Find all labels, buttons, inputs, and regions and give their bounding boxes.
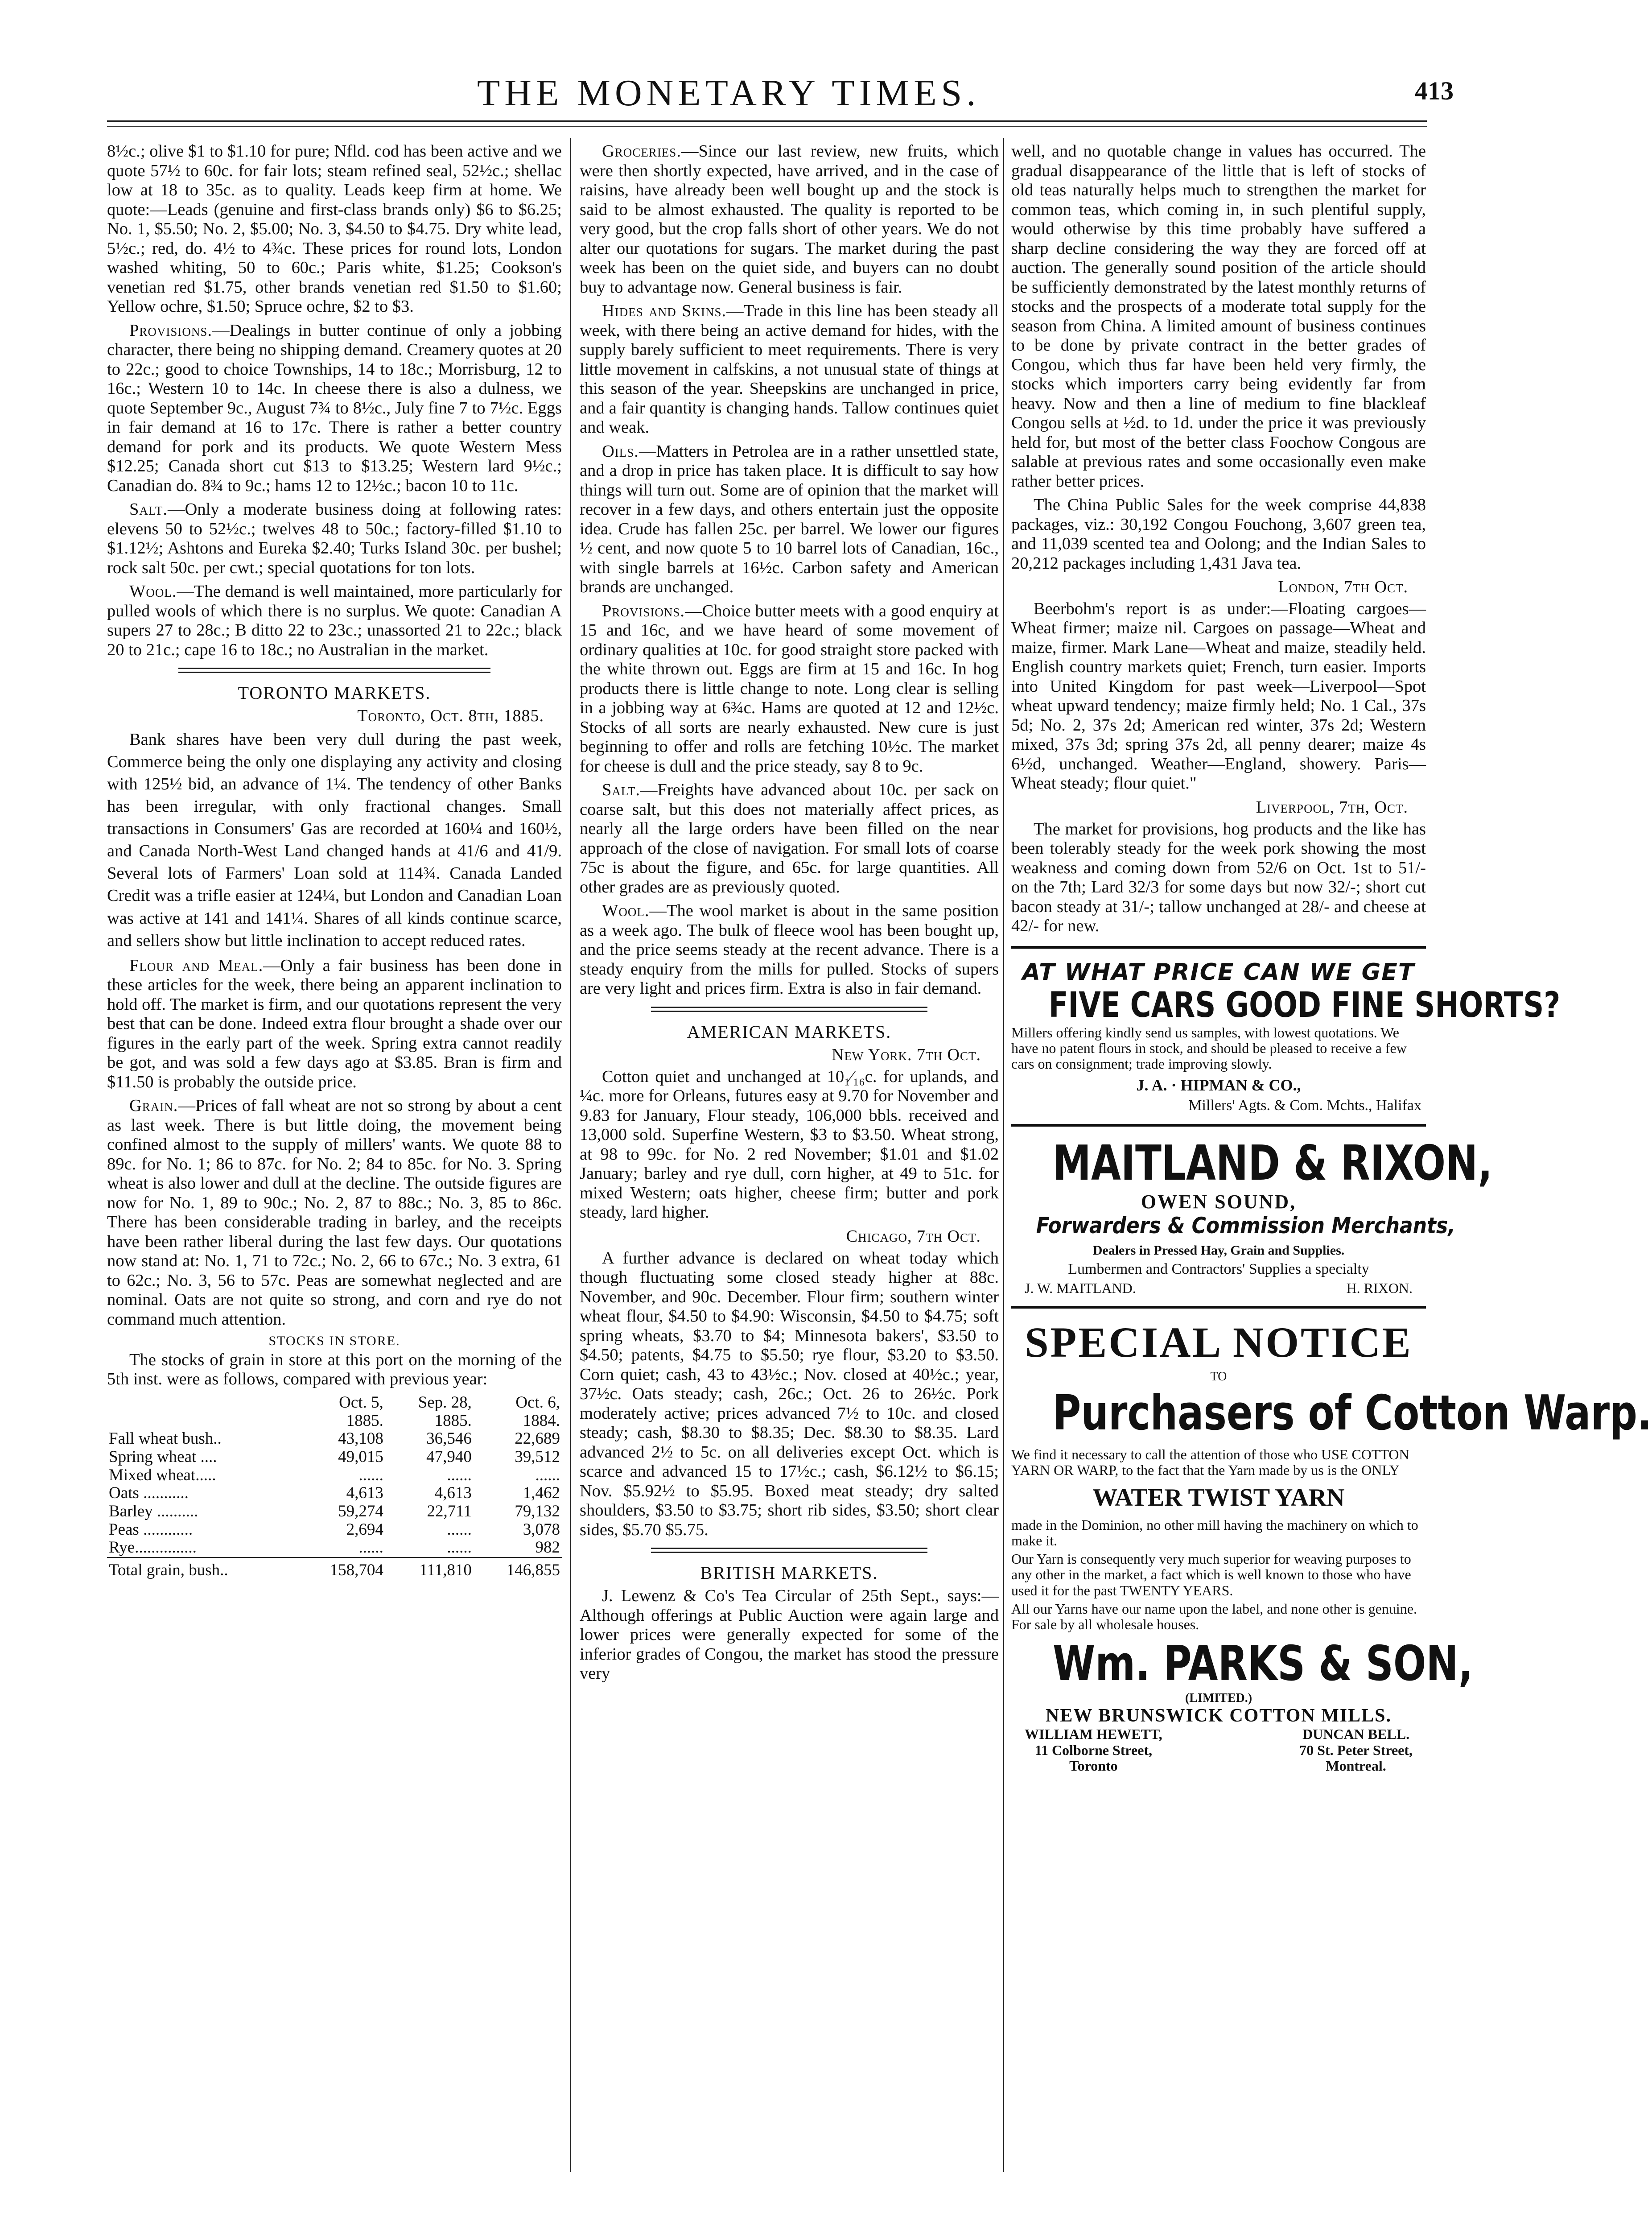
table-cell: 22,689: [515, 1429, 560, 1448]
paragraph-london: Beerbohm's report is as under:—Floating cargoes—Wheat firmer; maize nil. Cargoes on passage—Wheat and maize, firmer. Mark Lane—Wheat and maize, steadily held. English country markets quiet; French, turn easier. Imports into United Kingdom for past week—Liverpool—Spot wheat upward tendency; maize firmly held; No. 1 Cal., 37s 5d; No. 2, 37s 2d; American red winter, 37s 2d; Western mixed, 37s 3d; spring 37s 2d, all penny dearer; maize 4s 6½d, unchanged. Weather—England, showery. Paris—Wheat steady; flour quiet.": [1011, 599, 1426, 793]
london-dateline: London, 7th Oct.: [1278, 578, 1408, 596]
table-header-cell: 1884.: [523, 1411, 560, 1430]
table-cell: ......: [358, 1466, 383, 1484]
table-header-cell: [107, 1394, 297, 1412]
paragraph-china-sales: The China Public Sales for the week comprise 44,838 packages, viz.: 30,192 Congou Fouchong, 3,607 green tea, and 11,039 scented tea and Oolong; and the Indian Sales to 20,212 packages including 1,431 Java tea.: [1011, 496, 1426, 573]
paragraph-groceries: [580, 142, 999, 297]
section-label: Grain.: [129, 1096, 178, 1115]
advert-supplies: Lumbermen and Contractors' Supplies a specialty: [1068, 1260, 1369, 1277]
advert-company-name: MAITLAND & RIXON,: [1053, 1136, 1493, 1192]
advert-intro: We find it necessary to call the attention of those who USE COTTON YARN OR WARP, to the fact that the Yarn made by us is the ONLY: [1011, 1446, 1409, 1478]
advert-partners: [1011, 1280, 1426, 1296]
section-body: —Only a fair business has been done in these articles for the week, there being an apparent inclination to hold off. The market is firm, and our quotations represent the very best that can be done. Indeed extra flour brought a shade over our figures in the early part of the week. Spring extra cannot readily be got, and was sold a few days ago at $3.85. Bran is firm and $11.50 is probably the outside price.: [107, 956, 562, 1091]
table-cell: 146,855: [474, 1557, 562, 1580]
paragraph-tea-continued: well, and no quotable change in values has occurred. The gradual disappearance of the little that is left of stocks of old teas naturally helps much to strengthen the market for common teas, which coming in, in such plentiful supply, would otherwise by this time probably have suffered a sharp decline considering the way they are forced off at auction. The generally sound position of the article should be sufficiently demonstrated by the latest monthly returns of stocks and the prospects of a moderate total supply for the season from China. A limited amount of business continues to be done by private contract in the better grades of Congou, which thus far have been held very firmly, the stocks which importers carry being evidently far from heavy. Now and then a line of medium to fine blackleaf Congou sells at ½d. to 1d. under the price it was previously held for, but most of the better class Foochow Congous are salable at previous rates and some occasionally even make rather better prices.: [1011, 142, 1426, 491]
table-header-cell: Oct. 6,: [515, 1393, 560, 1412]
new-york-dateline: New York. 7th Oct.: [832, 1045, 981, 1064]
table-row: [107, 1521, 562, 1539]
paragraph-hides: [580, 301, 999, 438]
heading-toronto-markets: TORONTO MARKETS.: [238, 683, 431, 703]
paragraph-new-york: Cotton quiet and unchanged at 10₁⁄₁₆c. for uplands, and ¼c. more for Orleans, futures easy at 9.70 for November and 9.83 for January, Flour steady, 106,000 bbls. received and 13,000 sold. Superfine Western, $3 to $3.50. Wheat strong, at 98 to 99c. for No. 2 red November; $1.01 and $1.02 January; barley and rye dull, corn higher, at 49 to 51c. for mixed Western; oats higher, cheese firm; butter and pork steady, lard higher.: [580, 1067, 999, 1222]
table-cell: 2,694: [346, 1520, 383, 1539]
table-cell: 1,462: [523, 1484, 560, 1503]
table-cell: 3,078: [523, 1520, 560, 1539]
advert-agents: [1011, 1726, 1426, 1774]
paragraph-provisions-2: [580, 602, 999, 776]
paragraph-drugs-continued: 8½c.; olive $1 to $1.10 for pure; Nfld. cod has been active and we quote 57½ to 60c. for fair lots; steam refined seal, 52½c.; shellac low at 18 to 35c. as to quality. Leads keep firm at home. We quote:—Leads (genuine and first-class brands only) $6 to $6.25; No. 1, $5.50; No. 2, $5.00; No. 3, $4.50 to $4.75. Dry white lead, 5½c.; red, do. 4½ to 4¾c. These prices for round lots, London washed whiting, 50 to 60c.; Paris white, $1.25; Cookson's venetian red $1.75, other brands venetian red $1.50 to $1.60; Yellow ochre, $1.50; Spruce ochre, $2 to $3.: [107, 142, 562, 316]
table-cell: ......: [358, 1538, 383, 1557]
section-divider: [651, 1548, 927, 1553]
table-cell: Oats ...........: [109, 1484, 189, 1503]
table-row: [107, 1503, 562, 1521]
advert-agent-toronto: [1025, 1726, 1162, 1774]
column-divider-1: [570, 138, 571, 2172]
advert-headline: FIVE CARS GOOD FINE SHORTS?: [1048, 985, 1561, 1025]
table-cell: 982: [535, 1538, 560, 1557]
table-cell: 36,546: [426, 1429, 472, 1448]
advert-firm-sub: Millers' Agts. & Com. Mchts., Halifax: [1188, 1097, 1421, 1114]
table-header-cell: Oct. 5,: [339, 1393, 383, 1412]
paragraph-provisions: [107, 321, 562, 496]
table-header-cell: Sep. 28,: [418, 1393, 472, 1412]
advert-to: TO: [1210, 1369, 1227, 1383]
advert-maitland: [1011, 1136, 1493, 1296]
table-cell: 39,512: [515, 1448, 560, 1466]
paragraph-liverpool: The market for provisions, hog products and the like has been tolerably steady for the week pork showing the most weakness and coming down from 52/6 on Oct. 1st to 51/- on the 7th; Lard 32/3 for some days but now 32/-; short cut bacon steady at 31/-; tallow unchanged at 28/- and cheese at 42/- for new.: [1011, 819, 1426, 936]
table-cell: Mixed wheat.....: [109, 1466, 216, 1484]
section-label: Salt.: [602, 780, 641, 799]
section-body: —Matters in Petrolea are in a rather unsettled state, and a drop in price has taken place. It is difficult to say how things will turn out. Some are of opinion that the market will recover in a few days, and others entertain just the opposite idea. Crude has fallen 25c. per barrel. We lower our figures ½ cent, and now quote 5 to 10 barrel lots of Canadian, 16c., with single barrels at 16½c. Carbon safety and American brands are unchanged.: [580, 442, 999, 596]
table-cell: 43,108: [338, 1429, 383, 1448]
table-header-cell: 1885.: [434, 1411, 472, 1430]
table-cell: ......: [447, 1520, 472, 1539]
table-header-cell: 1885.: [346, 1411, 383, 1430]
section-body: —Only a moderate business doing at following rates: elevens 50 to 52½c.; twelves 48 to 50c.; factory-filled $1.10 to $1.12½; Ashtons and Eureka $2.40; Turks Island 30c. per bushel; rock salt 50c. per cwt.; special quotations for ton lots.: [107, 500, 562, 577]
advert-partner-1: J. W. MAITLAND.: [1025, 1280, 1136, 1296]
section-divider: [178, 668, 490, 673]
table-cell: 158,704: [297, 1557, 385, 1580]
table-row: [107, 1430, 562, 1448]
section-label: Wool.: [129, 582, 177, 601]
paragraph-grain: [107, 1096, 562, 1329]
advert-dominion: made in the Dominion, no other mill having the machinery on which to make it.: [1011, 1516, 1418, 1549]
advert-sale: For sale by all wholesale houses.: [1011, 1616, 1199, 1633]
table-cell: 47,940: [426, 1448, 472, 1466]
agent-city: Toronto: [1069, 1757, 1118, 1774]
table-cell: 59,274: [338, 1502, 383, 1521]
masthead: [134, 71, 1471, 116]
advert-separator: [1011, 1306, 1426, 1309]
table-cell: ......: [447, 1538, 472, 1557]
chicago-dateline: Chicago, 7th Oct.: [846, 1226, 981, 1246]
table-row: [107, 1466, 562, 1485]
advert-dealers: Dealers in Pressed Hay, Grain and Supplies.: [1092, 1243, 1345, 1258]
table-header-cell: [107, 1412, 297, 1430]
section-divider: [651, 1007, 927, 1012]
section-label: Oils.: [602, 442, 639, 461]
column-1: [107, 142, 562, 1580]
paragraph-salt-2: [580, 780, 999, 897]
table-cell: Barley ..........: [109, 1502, 198, 1521]
section-body: —Since our last review, new fruits, which were then shortly expected, have arrived, and in the case of raisins, have already been well bought up and the stock is said to be almost exhausted. The quality is reported to be very good, but the crop falls short of other years. We do not alter our quotations for sugars. The market during the past week has been on the quiet side, and buyers can no doubt buy to advantage now. General business is fair.: [580, 142, 999, 297]
column-divider-2: [1003, 138, 1004, 2172]
paragraph-flour: [107, 956, 562, 1092]
table-cell: 111,810: [385, 1557, 474, 1580]
section-label: Provisions.: [129, 321, 213, 340]
paragraph-british: J. Lewenz & Co's Tea Circular of 25th Sept., says:—Although offerings at Public Auction were again large and lower prices were generally expected for some of the inferior grades of Congou, the market has stood the pressure very: [580, 1586, 999, 1683]
section-label: Hides and Skins.: [602, 301, 727, 320]
section-label: Wool.: [602, 901, 650, 920]
table-cell: ......: [447, 1466, 472, 1484]
masthead-rule-bottom: [107, 126, 1427, 127]
section-label: Provisions.: [602, 601, 685, 620]
table-cell: 49,015: [338, 1448, 383, 1466]
column-3: [1011, 142, 1652, 1774]
heading-american-markets: AMERICAN MARKETS.: [687, 1021, 892, 1042]
newspaper-title: THE MONETARY TIMES.: [477, 72, 980, 114]
advert-partner-2: H. RIXON.: [1346, 1280, 1413, 1296]
paragraph-wool: [107, 582, 562, 660]
agent-name: WILLIAM HEWETT,: [1025, 1726, 1162, 1743]
table-cell: Spring wheat ....: [109, 1448, 217, 1466]
paragraph-chicago: A further advance is declared on wheat today which though fluctuating some closed steady higher at 88c. November, and 90c. December. Flour firm; southern winter wheat flour, $4.50 to $4.90: Wisconsin, $4.50 to $4.75; soft spring wheats, $3.70 to $4; Minnesota bakers', $3.50 to $4.50; patents, $4.75 to $5.50; rye flour, $3.20 to $3.50. Corn quiet; cash, 43 to 43½c.; Nov. closed at 40½c.; year, 37½c. Oats steady; cash, 26c.; Oct. 26 to 26½c. Pork moderately active; prices advanced 7½ to 10c. and closed steady; cash, $8.30 to $8.35; Dec. $8.30 to $8.35. Lard advanced 2½ to 5c. on all deliveries except Oct. which is scarce and advanced 15 to 17½c.; cash, $6.12½ to $6.15; Nov. $5.92½ to $5.95. Boxed meat steady; dry salted shoulders, $3.50 to $3.75; short rib sides, $3.50; short clear sides, $5.70 $5.75.: [580, 1248, 999, 1539]
advert-special-notice: SPECIAL NOTICE: [1025, 1318, 1413, 1367]
liverpool-dateline: Liverpool, 7th, Oct.: [1256, 797, 1408, 817]
section-body: —Choice butter meets with a good enquiry at 15 and 16c, and we have heard of some movement of ordinary qualities at 10c. for good straight store packed with the white thrown out. Eggs are firm at 15 and 16c. In hog products there is little change to note. Long clear is selling in a jobbing way at 6¾c. Hams are quoted at 12 and 12½c. Stocks of all sorts are nearly exhausted. New cure is just beginning to offer and rolls are fetching 10½c. The market for cheese is dull and the price steady, say 8 to 9c.: [580, 601, 999, 776]
paragraph-toronto-banks: Bank shares have been very dull during the past week, Commerce being the only one displaying any activity and closing with 125½ bid, an advance of 1¼. The tendency of other Banks has been irregular, with only fractional changes. Small transactions in Consumers' Gas are recorded at 160¼ and 160½, and Canada North-West Land changed hands at 41/6 and 41/9. Several lots of Farmers' Loan sold at 114¾. Canada Landed Credit was a trifle easier at 124¼, but London and Canadian Loan was active at 141 and 141¼. Shares of all kinds continue scarce, and sellers show but little inclination to accept reduced rates.: [107, 730, 562, 950]
section-body: —Freights have advanced about 10c. per sack on coarse salt, but this does not materially affect prices, as nearly all the large orders have been filled on the near approach of the close of navigation. For small lots of coarse 75c is about the figure, and 65c. for large quantities. All other grades are as previously quoted.: [580, 780, 999, 896]
advert-water-twist: WATER TWIST YARN: [1092, 1483, 1345, 1511]
section-body: —Dealings in butter continue of only a jobbing character, there being no shipping demand. Creamery quotes at 20 to 22c.; good to choice Townships, 14 to 18c.; Morrisburg, 12 to 16c.; Western 10 to 14c. In cheese there is also a dulness, we quote September 9c., August 7¾ to 8½c., July fine 7 to 7½c. Eggs in fair demand at 16 to 17c. There is rather a better country demand for pork and its products. We quote Western Mess $12.25; Canada short cut $13 to $13.25; Western lard 9½c.; Canadian do. 8¾ to 9c.; hams 12 to 12½c.; bacon 10 to 11c.: [107, 321, 562, 495]
column-2: [580, 142, 999, 1688]
advert-body: Millers offering kindly send us samples, with lowest quotations. We have no patent flours in stock, and should be pleased to receive a few cars on consignment; trade improving slowly.: [1011, 1024, 1407, 1072]
advert-firm: J. A. · HIPMAN & CO.,: [1136, 1076, 1301, 1094]
advert-mills: NEW BRUNSWICK COTTON MILLS.: [1046, 1705, 1392, 1726]
advert-separator: [1011, 1124, 1426, 1127]
advert-company: Wm. PARKS & SON,: [1053, 1636, 1473, 1692]
advert-superior: Our Yarn is consequently very much superior for weaving purposes to any other in the market, a fact which is well known to those who have used it for the past TWENTY YEARS.: [1011, 1551, 1411, 1598]
table-cell: 22,711: [427, 1502, 472, 1521]
table-total-row: [107, 1557, 562, 1580]
agent-address: 70 St. Peter Street,: [1299, 1742, 1413, 1758]
table-cell: Total grain, bush..: [107, 1557, 297, 1580]
page-number: 413: [1415, 76, 1454, 105]
advert-limited: (LIMITED.): [1185, 1691, 1252, 1706]
section-body: —The wool market is about in the same position as a week ago. The bulk of fleece wool has been bought up, and the price seems steady at the recent advance. There is a steady enquiry from the mills for pulled. Stocks of supers are very light and prices firm. Extra is also in fair demand.: [580, 901, 999, 998]
paragraph-wool-2: [580, 901, 999, 999]
advert-separator: [1011, 946, 1426, 949]
table-cell: Fall wheat bush..: [109, 1429, 222, 1448]
table-header-row: [107, 1394, 562, 1412]
table-row: [107, 1539, 562, 1557]
table-cell: 4,613: [434, 1484, 472, 1503]
section-body: —The demand is well maintained, more particularly for pulled wools of which there is no surplus. We quote: Canadian A supers 27 to 28c.; B ditto 22 to 23c.; unassorted 21 to 22c.; black 20 to 21c.; cape 16 to 18c.; no Australian in the market.: [107, 582, 562, 659]
stocks-table: [107, 1394, 562, 1580]
toronto-dateline: Toronto, Oct. 8th, 1885.: [357, 706, 544, 726]
heading-stocks-in-store: STOCKS IN STORE.: [268, 1334, 400, 1349]
table-cell: 79,132: [515, 1502, 560, 1521]
advert-role: Forwarders & Commission Merchants,: [1036, 1213, 1455, 1239]
advert-purchasers: Purchasers of Cotton Warp.: [1053, 1385, 1652, 1441]
table-cell: Peas ............: [109, 1520, 193, 1539]
table-cell: 4,613: [346, 1484, 383, 1503]
section-label: Groceries.: [602, 142, 681, 161]
advert-question: AT WHAT PRICE CAN WE GET: [1022, 958, 1415, 986]
masthead-rule-top: [107, 120, 1427, 122]
table-row: [107, 1484, 562, 1503]
section-label: Salt.: [129, 500, 168, 519]
table-cell: ......: [535, 1466, 560, 1484]
section-body: —Prices of fall wheat are not so strong by about a cent as last week. There is but little doing, the movement being confined almost to the supply of millers' wants. We quote 88 to 89c. for No. 1; 86 to 87c. for No. 2; 84 to 85c. for No. 3. Spring wheat is also lower and dull at the decline. The outside figures are now for No. 1, 89 to 90c.; No. 2, 87 to 88c.; No. 3, 85 to 86c. There has been considerable trading in barley, and the receipts have been rather liberal during the last few days. Our quotations now stand at: No. 1, 71 to 72c.; No. 2, 66 to 67c.; No. 3 extra, 61 to 62c.; No. 3, 56 to 57c. Peas are somewhat neglected and are nominal. Oats are not quite so strong, and corn and rye do not command much attention.: [107, 1096, 562, 1329]
table-header-row: [107, 1412, 562, 1430]
agent-name: DUNCAN BELL.: [1302, 1726, 1410, 1743]
advert-town: OWEN SOUND,: [1141, 1191, 1297, 1213]
table-cell: Rye...............: [109, 1538, 197, 1557]
agent-city: Montreal.: [1326, 1757, 1386, 1774]
paragraph-stocks-intro: The stocks of grain in store at this port on the morning of the 5th inst. were as follows, compared with previous year:: [107, 1350, 562, 1389]
advert-agent-montreal: [1299, 1726, 1413, 1774]
section-label: Flour and Meal.: [129, 956, 264, 975]
table-row: [107, 1448, 562, 1466]
advert-label: All our Yarns have our name upon the label, and none other is genuine.: [1011, 1600, 1417, 1617]
agent-address: 11 Colborne Street,: [1034, 1742, 1153, 1758]
advert-parks: [1011, 1318, 1652, 1774]
paragraph-salt: [107, 500, 562, 578]
section-body: —Trade in this line has been steady all week, with there being an active demand for hides, with the supply barely sufficient to meet requirements. There is very little movement in calfskins, a not unusual state of things at this season of the year. Sheepskins are unchanged in price, and a fair quantity is changing hands. Tallow continues quiet and weak.: [580, 301, 999, 437]
advert-shorts: [1011, 958, 1561, 1115]
paragraph-oils: [580, 442, 999, 597]
heading-british-markets: BRITISH MARKETS.: [700, 1563, 878, 1583]
